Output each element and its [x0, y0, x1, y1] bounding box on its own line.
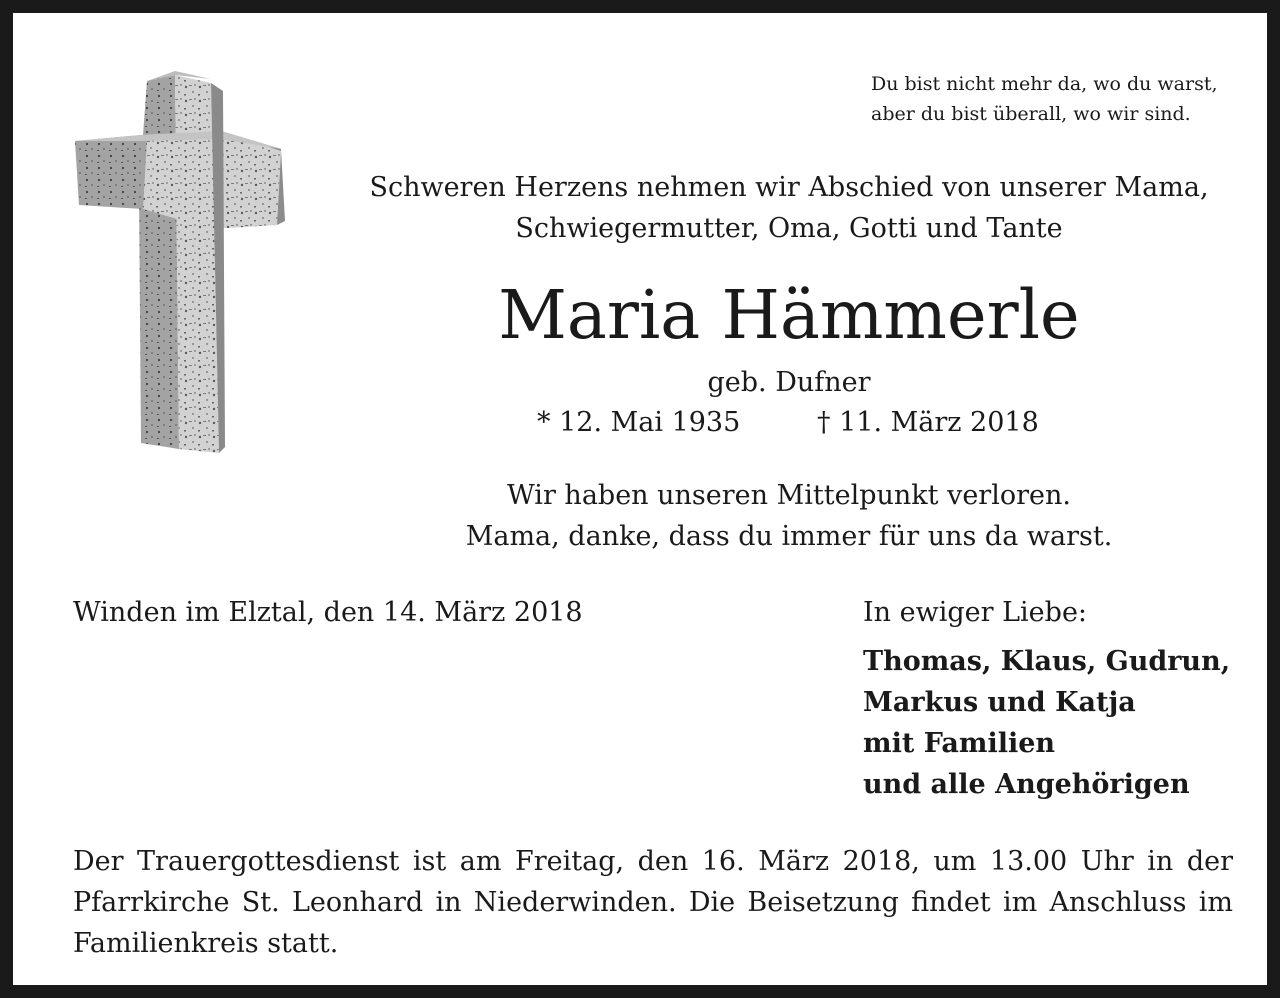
- deceased-name: Maria Hämmerle: [498, 276, 1080, 354]
- quote-line: Mama, danke, dass du immer für uns da warst.: [465, 521, 1113, 552]
- mourners-list: [863, 641, 1230, 805]
- place-and-date: Winden im Elztal, den 14. März 2018: [73, 597, 583, 628]
- mourners-intro: In ewiger Liebe:: [863, 597, 1088, 628]
- stone-cross-icon: [71, 69, 287, 453]
- intro-line: Schwiegermutter, Oma, Gotti und Tante: [515, 213, 1063, 244]
- motto-line: Du bist nicht mehr da, wo du warst,: [871, 73, 1218, 95]
- mourner-line: Markus und Katja: [863, 687, 1136, 718]
- mourner-line: Thomas, Klaus, Gudrun,: [863, 646, 1231, 677]
- service-line: Der Trauergottesdienst ist am Freitag, den 16. März 2018, um 13.00 Uhr in der: [73, 846, 1233, 877]
- mourner-line: und alle Angehörigen: [863, 769, 1190, 800]
- service-announcement: [73, 841, 1233, 964]
- service-line: Pfarrkirche St. Leonhard in Niederwinden. Die Beisetzung findet im Anschluss im: [73, 887, 1233, 918]
- motto-line: aber du bist überall, wo wir sind.: [871, 103, 1191, 125]
- motto: [871, 69, 1218, 129]
- death-date: † 11. März 2018: [817, 407, 1039, 438]
- service-line: Familienkreis statt.: [73, 928, 339, 959]
- farewell-quote: [353, 475, 1225, 557]
- quote-line: Wir haben unseren Mittelpunkt verloren.: [507, 480, 1071, 511]
- intro-text: [353, 167, 1225, 249]
- birth-date: * 12. Mai 1935: [537, 407, 741, 438]
- mourner-line: mit Familien: [863, 728, 1056, 759]
- maiden-name: geb. Dufner: [707, 367, 871, 398]
- intro-line: Schweren Herzens nehmen wir Abschied von unserer Mama,: [369, 172, 1209, 203]
